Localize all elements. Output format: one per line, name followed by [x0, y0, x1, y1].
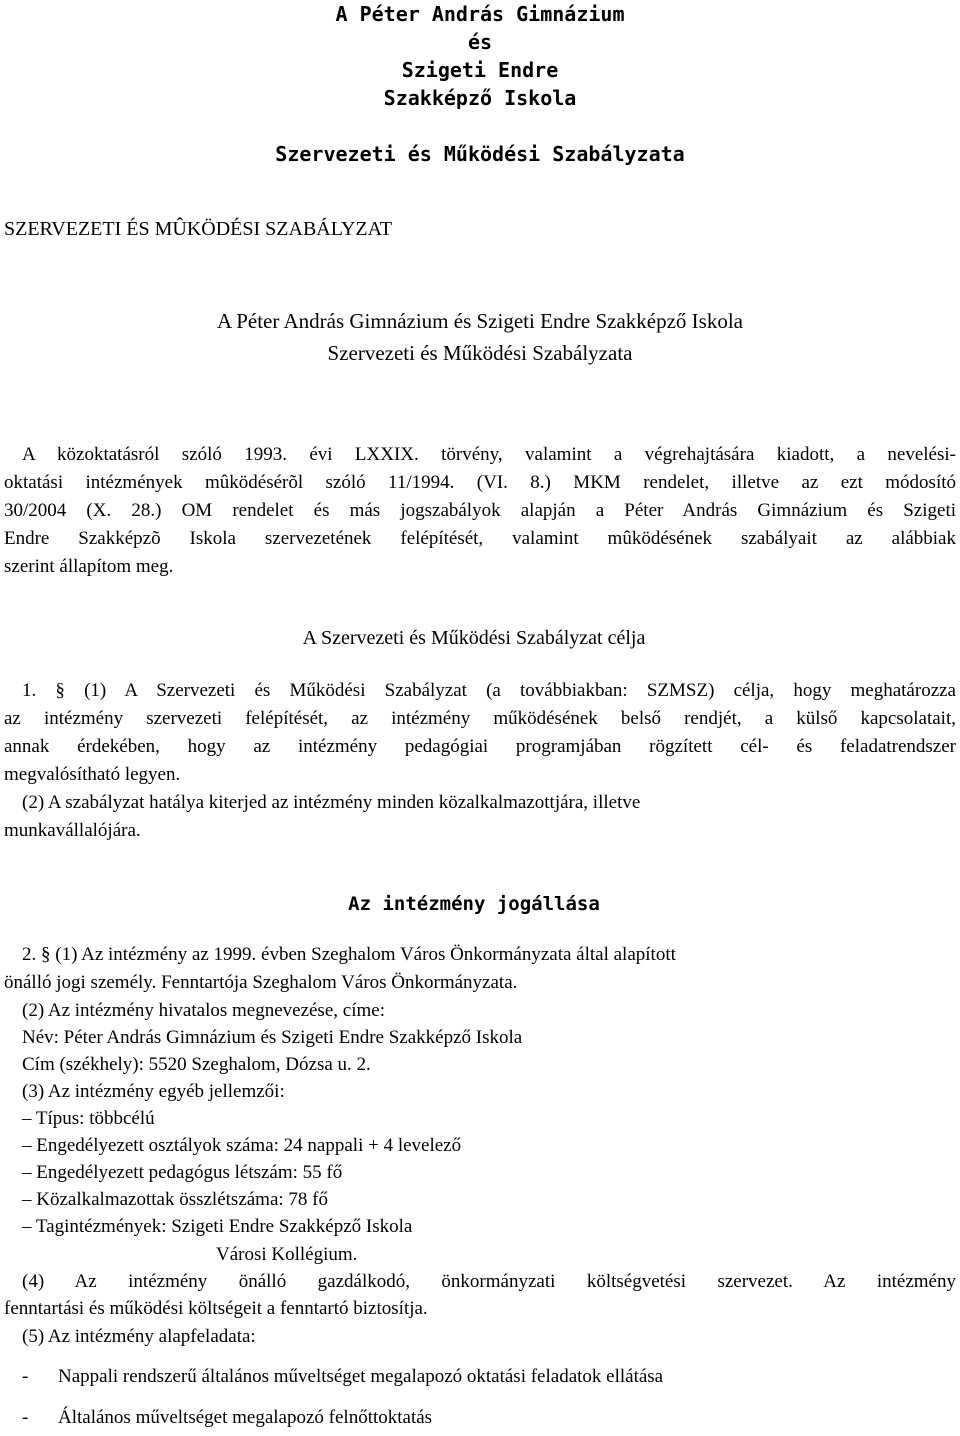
section-2-line: 2. § (1) Az intézmény az 1999. évben Szeghalom Város Önkormányzata által alapított: [22, 944, 676, 965]
section-2-line: Név: Péter András Gimnázium és Szigeti Endre Szakképző Iskola: [22, 1027, 523, 1048]
task-marker: -: [22, 1407, 29, 1428]
doc-title-line-1: A Péter András Gimnázium és Szigeti Endre Szakképző Iskola: [216, 309, 744, 333]
section-1-line: annak érdekében, hogy az intézmény pedagógiai programjában rögzített cél- és feladatrendszer: [4, 736, 956, 757]
section-2-line: (2) Az intézmény hivatalos megnevezése, címe:: [22, 1000, 385, 1021]
section-2-line: fenntartási és működési költségeit a fenntartó biztosítja.: [4, 1298, 428, 1319]
header-line-1: A Péter András Gimnázium: [335, 2, 625, 26]
section-2-line: (3) Az intézmény egyéb jellemzői:: [22, 1081, 285, 1102]
section-1-line: munkavállalójára.: [4, 820, 141, 841]
section-2-line: (4) Az intézmény önálló gazdálkodó, önkormányzati költségvetési szervezet. Az intézmény: [22, 1271, 956, 1292]
header-line-3: Szigeti Endre: [401, 58, 559, 82]
section-1-line: (2) A szabályzat hatálya kiterjed az intézmény minden közalkalmazottjára, illetve: [22, 792, 641, 813]
characteristic-item: – Tagintézmények: Szigeti Endre Szakképző Iskola: [22, 1216, 413, 1237]
section-1-line: 1. § (1) A Szervezeti és Működési Szabályzat (a továbbiakban: SZMSZ) célja, hogy meghatározza: [22, 680, 956, 701]
doc-title-line-2: Szervezeti és Működési Szabályzata: [327, 341, 633, 365]
characteristic-item: – Engedélyezett osztályok száma: 24 nappali + 4 levelező: [22, 1135, 462, 1156]
header-line-2: és: [467, 30, 493, 54]
section-1-line: az intézmény szervezeti felépítését, az intézmény működésének belső rendjét, a külső kapcsolatait,: [4, 708, 956, 729]
characteristic-item-continuation: Városi Kollégium.: [216, 1244, 358, 1265]
task-item: Nappali rendszerű általános műveltséget megalapozó oktatási feladatok ellátása: [58, 1366, 664, 1387]
section-2-line: önálló jogi személy. Fenntartója Szeghalom Város Önkormányzata.: [4, 972, 518, 993]
characteristic-item: – Engedélyezett pedagógus létszám: 55 fő: [22, 1162, 343, 1183]
intro-line: oktatási intézmények mûködésérõl szóló 11/1994. (VI. 8.) MKM rendelet, illetve az ezt módosító: [4, 472, 956, 493]
intro-line: A közoktatásról szóló 1993. évi LXXIX. törvény, valamint a végrehajtására kiadott, a nevelési-: [22, 444, 956, 465]
doc-heading: SZERVEZETI ÉS MÛKÖDÉSI SZABÁLYZAT: [4, 218, 393, 240]
header-line-4: Szakképző Iskola: [383, 86, 577, 110]
intro-line: szerint állapítom meg.: [4, 556, 174, 577]
section-1-line: megvalósítható legyen.: [4, 764, 181, 785]
characteristic-item: – Közalkalmazottak összlétszáma: 78 fő: [22, 1189, 329, 1210]
section-2-line: (5) Az intézmény alapfeladata:: [22, 1326, 256, 1347]
section-1-title: A Szervezeti és Működési Szabályzat célja: [302, 627, 646, 649]
intro-line: Endre Szakképzõ Iskola szervezetének felépítését, valamint mûködésének szabályait az alábbiak: [4, 528, 956, 549]
task-marker: -: [22, 1366, 29, 1387]
header-subtitle: Szervezeti és Működési Szabályzata: [275, 142, 685, 166]
intro-line: 30/2004 (X. 28.) OM rendelet és más jogszabályok alapján a Péter András Gimnázium és Szigeti: [4, 500, 956, 521]
task-item: Általános műveltséget megalapozó felnőttoktatás: [58, 1407, 433, 1428]
characteristic-item: – Típus: többcélú: [22, 1108, 155, 1129]
section-2-line: Cím (székhely): 5520 Szeghalom, Dózsa u. 2.: [22, 1054, 371, 1075]
section-2-title: Az intézmény jogállása: [348, 893, 600, 915]
